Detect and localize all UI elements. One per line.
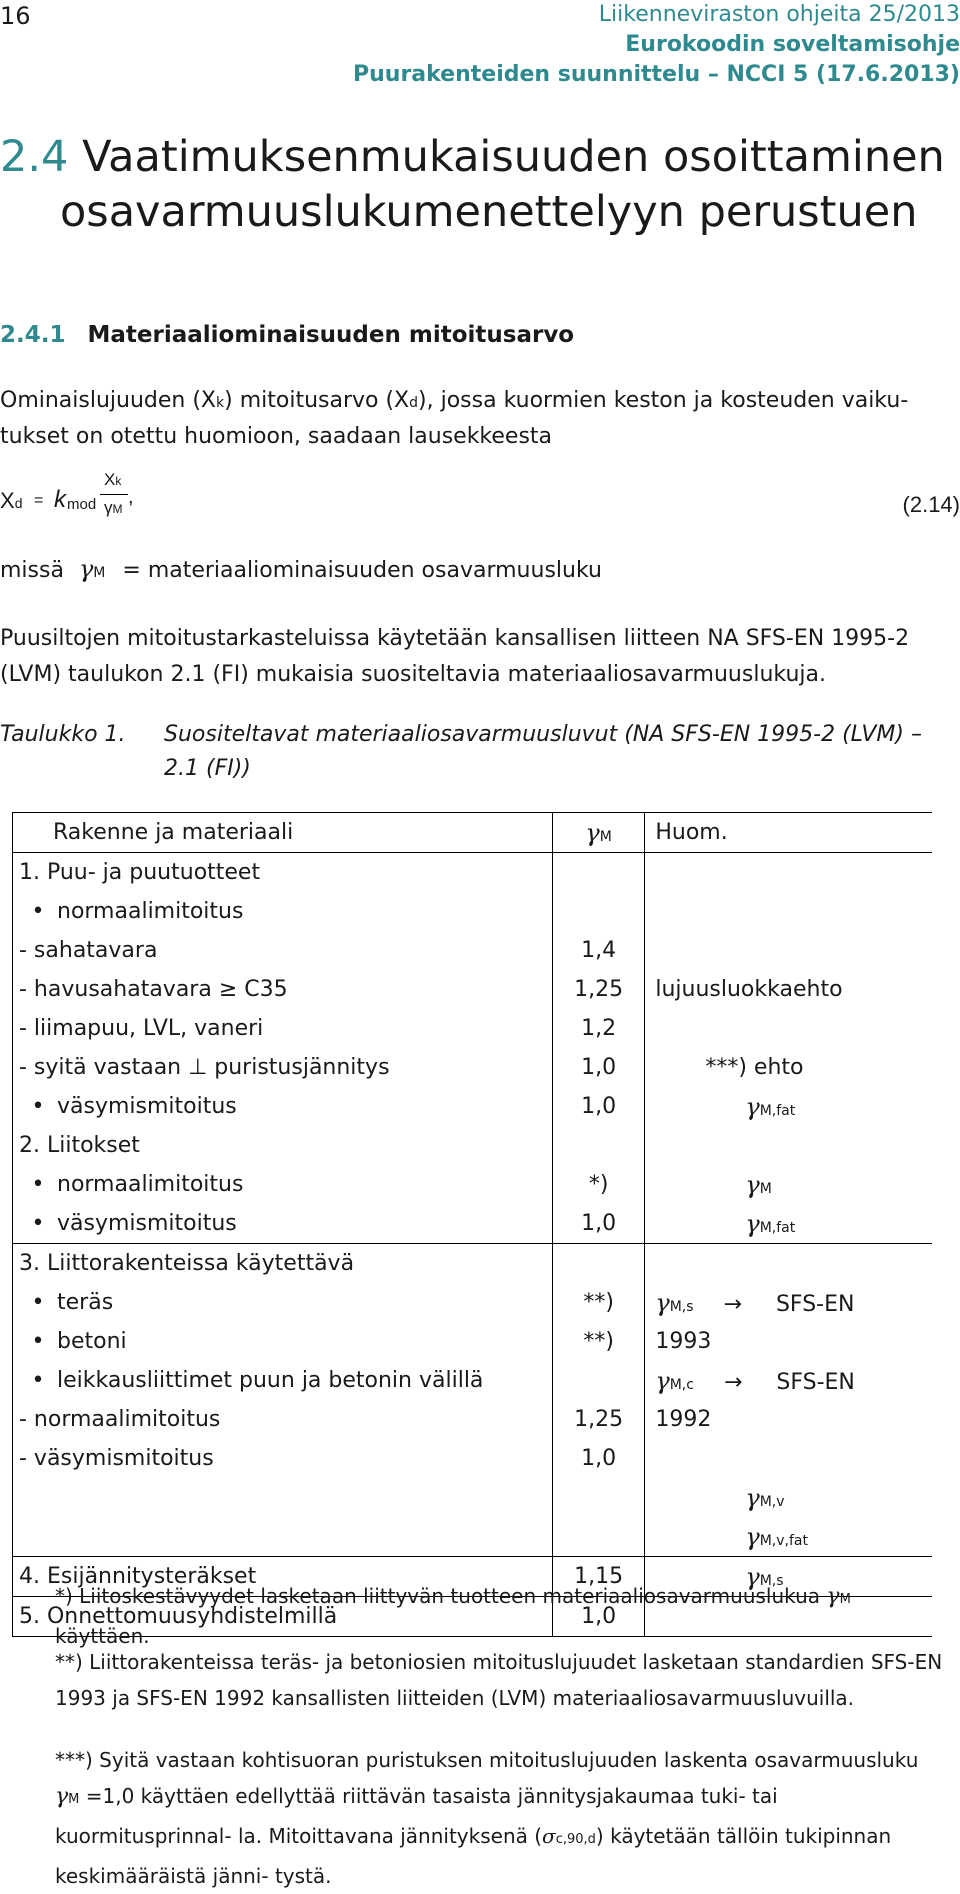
header-col2: γM (552, 813, 645, 853)
formula-number: (2.14) (902, 492, 960, 517)
arrow-right-icon: → (723, 1291, 742, 1317)
section-title-line2: osavarmuuslukumenettelyyn perustuen (60, 187, 918, 237)
formula-k-sub: mod (67, 496, 97, 513)
row-label: • leikkausliittimet puun ja betonin välillä (13, 1361, 553, 1400)
table-row (13, 1361, 933, 1400)
table-row (13, 970, 933, 1009)
row-label: - syitä vastaan ⊥ puristusjännitys (13, 1048, 553, 1087)
formula-lhs: Xd (0, 488, 23, 513)
footnote-1: *) Liitoskestävyydet lasketaan liittyvän tuotteen materiaaliosavarmuuslukua γM käyttäen. (55, 1584, 851, 1648)
section-title-line1: Vaatimuksenmukaisuuden osoittaminen (82, 132, 945, 182)
table-row (13, 1126, 933, 1165)
header-series: Eurokoodin soveltamisohje (625, 32, 960, 57)
subsection-number: 2.4.1 (0, 322, 66, 348)
row-value: 1,0 (552, 1204, 645, 1244)
row-note: γM,c → SFS-EN (655, 1366, 855, 1395)
table-caption-label: Taulukko 1. (0, 722, 126, 747)
safety-factor-table (12, 812, 932, 1637)
table-row (13, 1087, 933, 1126)
table-caption-line1: Suositeltavat materiaaliosavarmuusluvut (NA SFS-EN 1995-2 (LVM) – (164, 722, 922, 747)
para2-line2: (LVM) taulukon 2.1 (FI) mukaisia suositeltavia materiaaliosavarmuuslukuja. (0, 662, 826, 687)
row-label: • teräs (13, 1283, 553, 1322)
row-value: 1,0 (552, 1087, 645, 1126)
table-row (13, 892, 933, 931)
table-caption-line2: 2.1 (FI)) (164, 756, 251, 781)
footnote-3: ***) Syitä vastaan kohtisuoran puristuksen mitoituslujuuden laskenta osavarmuusluku γM =1,0 käyttäen edellyttää riittävän tasaista jännitysjakaumaa tuki- tai kuormitusprinnal- la. Mitoittavana jännityksenä (σc,90,d) käytetään tällöin tukipinnan keskimääräistä jänni- tystä. (55, 1748, 919, 1888)
subsection-title: Materiaaliominaisuuden mitoitusarvo (87, 322, 575, 348)
where-text: = materiaaliominaisuuden osavarmuusluku (122, 558, 602, 583)
table-row (13, 853, 933, 893)
row-label: - normaalimitoitus (13, 1400, 553, 1439)
intro-line2: tukset on otettu huomioon, saadaan lausekkeesta (0, 424, 553, 449)
page-number: 16 (0, 2, 31, 30)
intro-text: ) mitoitusarvo (X (224, 388, 410, 413)
row-value: 1,0 (552, 1439, 645, 1478)
row-label: 4. Esijännitysteräkset (13, 1557, 553, 1597)
row-label: - väsymismitoitus (13, 1439, 553, 1478)
intro-text: ), jossa kuormien keston ja kosteuden vaiku- (418, 388, 909, 413)
row-label: 1. Puu- ja puutuotteet (13, 853, 553, 893)
row-value: *) (552, 1165, 645, 1204)
header-col3: Huom. (645, 813, 932, 853)
intro-text: Ominaislujuuden (X (0, 388, 217, 413)
row-value: 1,25 (552, 970, 645, 1009)
table-row (13, 1322, 933, 1361)
row-note: lujuusluokkaehto (655, 977, 843, 1002)
bullet-icon: • (31, 1368, 45, 1393)
gamma-sub: M (93, 565, 106, 581)
row-value: 1,0 (552, 1597, 645, 1637)
row-label: 3. Liittorakenteissa käytettävä (13, 1244, 553, 1284)
row-label: - liimapuu, LVL, vaneri (13, 1009, 553, 1048)
row-value: 1,0 (552, 1048, 645, 1087)
row-value: 1,15 (552, 1557, 645, 1597)
gamma-symbol: γ (78, 555, 94, 583)
table-row (13, 1165, 933, 1204)
bullet-icon: • (31, 899, 45, 924)
formula-denominator: γM (104, 498, 123, 517)
table-row (13, 1283, 933, 1322)
intro-sub-k: k (216, 395, 225, 411)
formula-comma: , (128, 486, 134, 508)
footnote-2: **) Liittorakenteissa teräs- ja betoniosien mitoituslujuudet lasketaan standardien SFS-EN 1993 ja SFS-EN 1992 kansallisten liitteiden (LVM) materiaaliosavarmuusluvuilla. (55, 1650, 943, 1710)
row-label: - havusahatavara ≥ C35 (13, 970, 553, 1009)
row-value: 1,25 (552, 1400, 645, 1439)
row-note: ***) ehto (705, 1055, 804, 1080)
bullet-icon: • (31, 1211, 45, 1236)
row-label: • betoni (13, 1322, 553, 1361)
bullet-icon: • (31, 1290, 45, 1315)
row-note: γM,fat (745, 1092, 796, 1121)
bullet-icon: • (31, 1094, 45, 1119)
bullet-icon: • (31, 1329, 45, 1354)
para2-line1: Puusiltojen mitoitustarkasteluissa käytetään kansallisen liitteen NA SFS-EN 1995-2 (0, 626, 910, 651)
header-document: Puurakenteiden suunnittelu – NCCI 5 (17.6.2013) (353, 62, 960, 87)
row-note: γM,s (645, 1557, 932, 1597)
table-row (13, 1204, 933, 1244)
row-note: γM,v (745, 1483, 785, 1512)
row-label: 5. Onnettomuusyhdistelmillä (13, 1597, 553, 1637)
row-value: **) (552, 1283, 645, 1322)
table-row (13, 1048, 933, 1087)
row-note: γM (745, 1170, 772, 1199)
table-row (13, 1009, 933, 1048)
header-col1: Rakenne ja materiaali (13, 813, 553, 853)
intro-sub-d: d (409, 395, 419, 411)
row-label: • väsymismitoitus (13, 1087, 553, 1126)
table-row (13, 931, 933, 970)
row-label: 2. Liitokset (13, 1126, 553, 1165)
where-prefix: missä (0, 558, 64, 583)
arrow-right-icon: → (723, 1369, 743, 1395)
row-value: **) (552, 1322, 645, 1361)
row-value: 1,2 (552, 1009, 645, 1048)
header-publication: Liikenneviraston ohjeita 25/2013 (598, 2, 960, 27)
table-header-row (13, 813, 933, 853)
row-label: • normaalimitoitus (13, 892, 553, 931)
where-line (0, 552, 602, 590)
table-row (13, 1244, 933, 1284)
formula-fraction-bar (100, 494, 128, 495)
intro-line1 (0, 384, 908, 420)
formula (0, 470, 960, 530)
table-row (13, 1400, 933, 1439)
table-row (13, 1478, 933, 1517)
table-row (13, 1439, 933, 1478)
table-row (13, 1517, 933, 1557)
row-note: γM,fat (745, 1209, 796, 1238)
bullet-icon: • (31, 1172, 45, 1197)
subsection-heading (0, 322, 574, 348)
row-note: 1992 (655, 1407, 712, 1432)
row-label: • normaalimitoitus (13, 1165, 553, 1204)
formula-numerator: Xk (104, 470, 122, 489)
row-note: 1993 (655, 1329, 712, 1354)
section-heading (0, 130, 945, 185)
row-note: γM,s → SFS-EN (655, 1288, 855, 1317)
row-label: • väsymismitoitus (13, 1204, 553, 1244)
row-note: γM,v,fat (745, 1522, 808, 1551)
formula-k: k (54, 486, 66, 513)
section-number: 2.4 (0, 132, 69, 182)
formula-equals: = (34, 492, 44, 509)
row-value: 1,4 (552, 931, 645, 970)
row-label: - sahatavara (13, 931, 553, 970)
